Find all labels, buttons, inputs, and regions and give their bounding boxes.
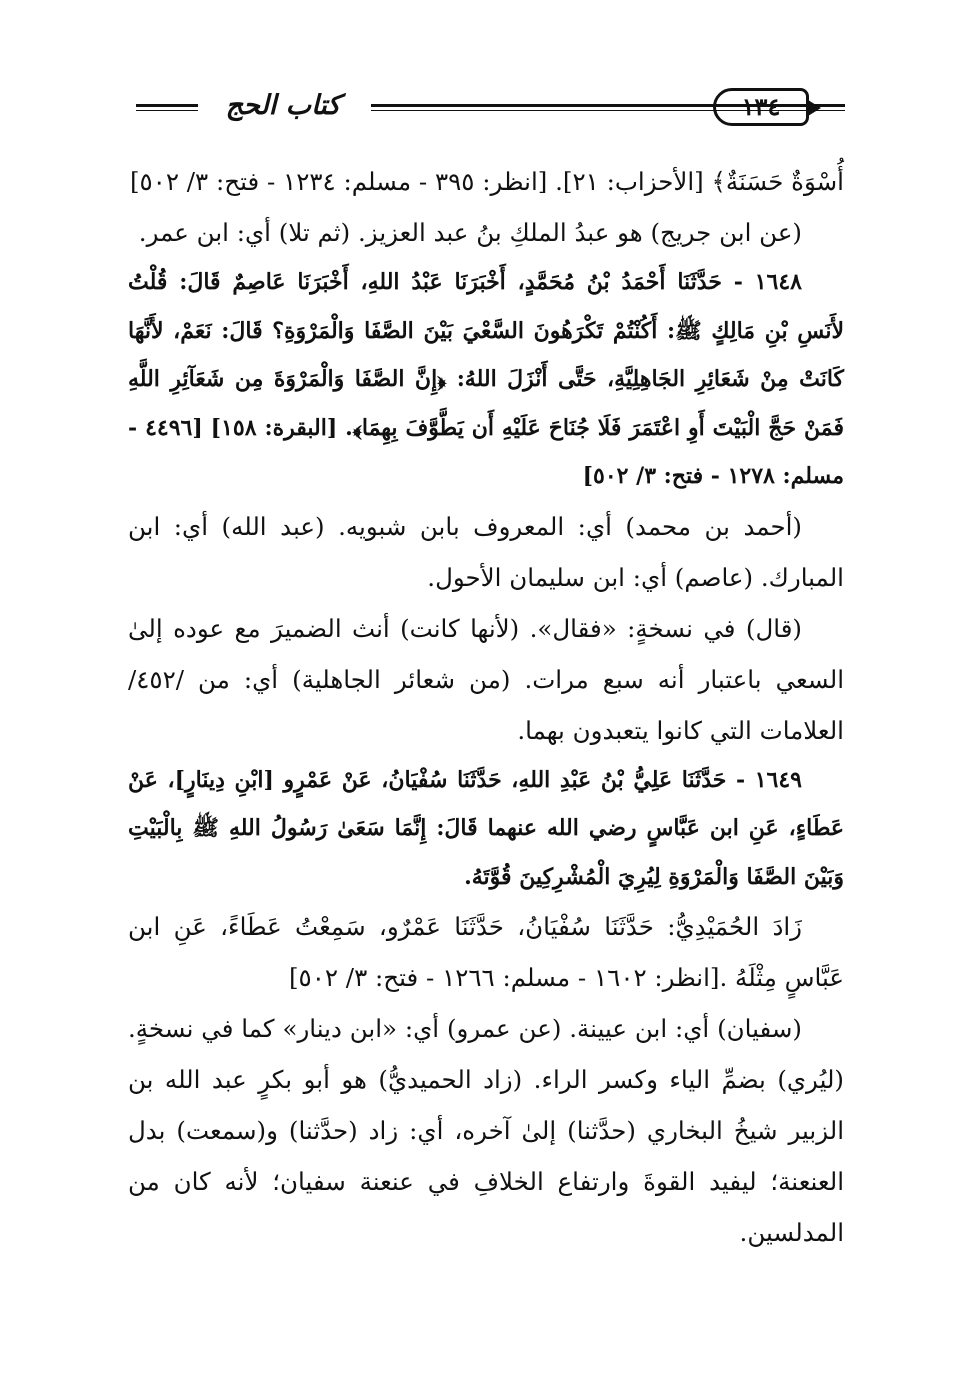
running-header [128,84,844,134]
chapter-title: كتاب الحج [225,90,341,121]
commentary-paragraph: (أحمد بن محمد) أي: المعروف بابن شبويه. (عبد الله) أي: ابن المبارك. (عاصم) أي: ابن سليمان الأحول. [128,511,844,592]
hadith-1648: ١٦٤٨ - حَدَّثَنَا أَحْمَدُ بْنُ مُحَمَّدٍ، أَخْبَرَنَا عَبْدُ اللهِ، أَخْبَرَنَا عَاصِمٌ قَالَ: قُلْتُ لأَنَسِ بْنِ مَالِكٍ ﷺ: أَكُنْتُمْ تَكْرَهُونَ السَّعْيَ بَيْنَ الصَّفَا وَالْمَرْوَةِ؟ قَالَ: نَعَمْ، لأَنَّهَا كَانَتْ مِنْ شَعَائِرِ الجَاهِلِيَّةِ، حَتَّى أَنْزَلَ اللهُ: ﴿إِنَّ الصَّفَا وَالْمَرْوَةَ مِن شَعَآئِرِ اللَّهِ فَمَنْ حَجَّ الْبَيْتَ أَوِ اعْتَمَرَ فَلَا جُنَاحَ عَلَيْهِ أَن يَطَّوَّفَ بِهِمَا﴾. [البقرة: ١٥٨] [٤٤٩٦ - مسلم: ١٢٧٨ - فتح: ٣/ ٥٠٢] [128,269,844,489]
hadith-addition: زَادَ الحُمَيْدِيُّ: حَدَّثَنَا سُفْيَانُ، حَدَّثَنَا عَمْرٌو، سَمِعْتُ عَطَاءً، عَنِ ابن عَبَّاسٍ مِثْلَهُ .[انظر: ١٦٠٢ - مسلم: ١٢٦٦ - فتح: ٣/ ٥٠٢] [128,912,844,992]
page-body [128,156,844,1258]
verse-continuation: أُسْوَةٌ حَسَنَةٌ﴾ [الأحزاب: ٢١]. [انظر: ٣٩٥ - مسلم: ١٢٣٤ - فتح: ٣/ ٥٠٢] [129,167,844,196]
commentary-paragraph: (قال) في نسخةٍ: «فقال». (لأنها كانت) أنث الضميرَ مع عوده إلىٰ السعي باعتبار أنه سبع مرات. (من شعائر الجاهلية) أي: من /٤٥٢/ العلامات التي كانوا يتعبدون بهما. [128,613,844,745]
commentary-paragraph: (سفيان) أي: ابن عيينة. (عن عمرو) أي: «ابن دينار» كما في نسخةٍ. (ليُري) بضمِّ الياء وكسر الراء. (زاد الحميديُّ) هو أبو بكرٍ عبد الله بن الزبير شيخُ البخاري (حدَّثنا) إلىٰ آخره، أي: زاد (حدَّثنا) و(سمعت) بدل العنعنة؛ ليفيد القوةَ وارتفاع الخلافِ في عنعنة سفيان؛ لأنه كان من المدلسين. [128,1014,844,1247]
page-number-badge: ١٣٤ [713,88,809,126]
header-rule-right [837,104,845,111]
hadith-1649: ١٦٤٩ - حَدَّثَنَا عَلِيُّ بْنُ عَبْدِ اللهِ، حَدَّثَنَا سُفْيَانُ، عَنْ عَمْرٍو [ابْنِ دِينَارٍ]، عَنْ عَطَاءٍ، عَنِ ابن عَبَّاسٍ رضي الله عنهما قَالَ: إِنَّمَا سَعَىٰ رَسُولُ اللهِ ﷺ بِالْبَيْتِ وَبَيْنَ الصَّفَا وَالْمَرْوَةِ لِيُرِيَ الْمُشْرِكِينَ قُوَّتَهُ. [128,766,844,890]
header-rule-left [136,104,198,111]
commentary-paragraph: (عن ابن جريج) هو عبدُ الملكِ بنُ عبد العزيز. (ثم تلا) أي: ابن عمر. [138,218,802,247]
